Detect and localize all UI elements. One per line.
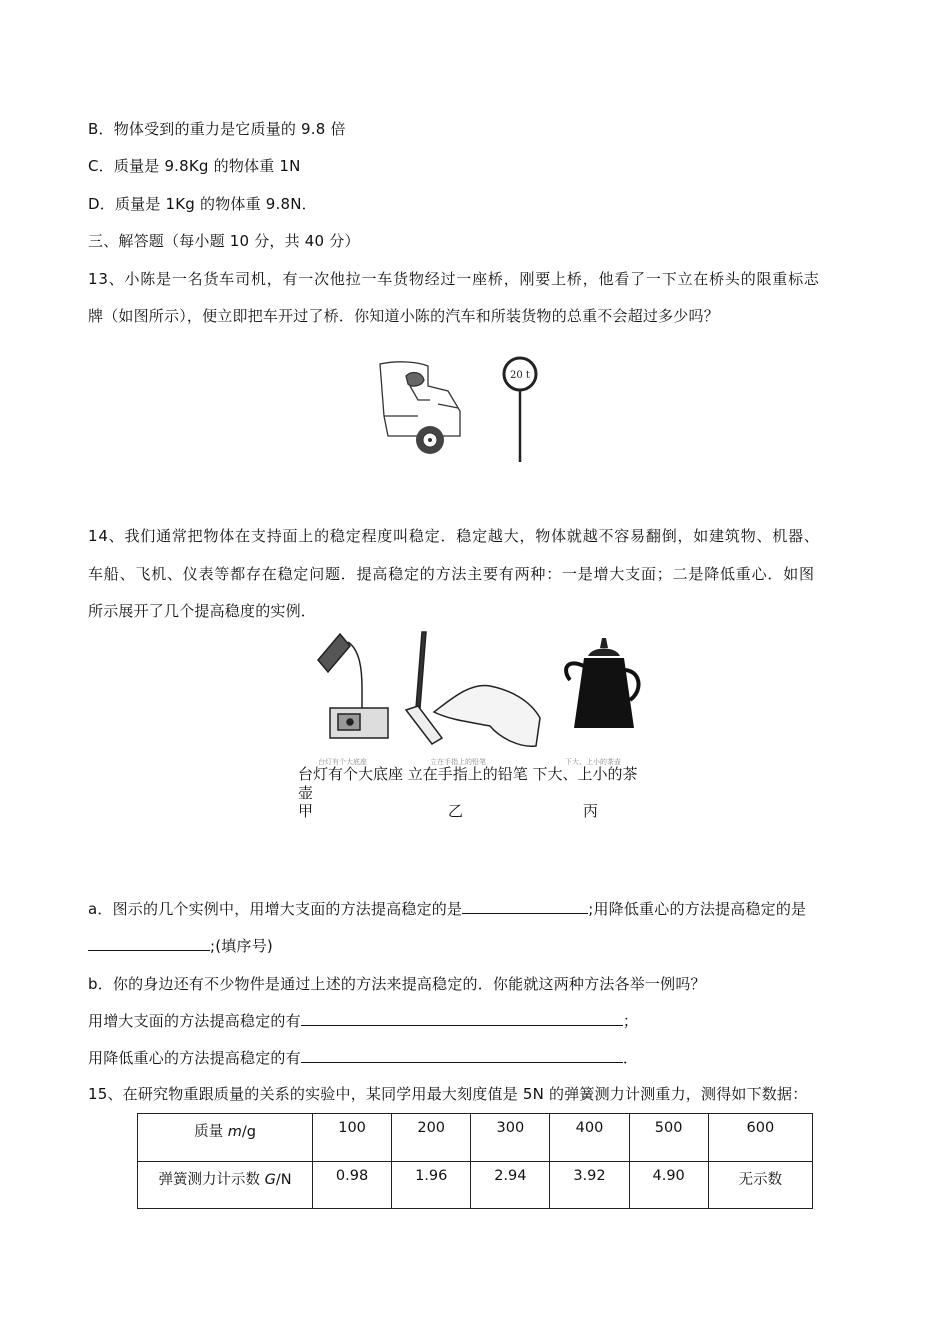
sign-label: 20 t	[510, 370, 530, 381]
figure-14-caption: 台灯有个大底座 立在手指上的铅笔 下大、上小的茶	[298, 765, 638, 783]
truck-and-sign-figure	[378, 356, 538, 466]
part-b-question: b．你的身边还有不少物件是通过上述的方法来提高稳定的．你能就这两种方法各举一例吗？	[88, 975, 706, 993]
part-a-text-3: ;(填序号)	[210, 937, 273, 955]
part-b-end-1: ；	[622, 1012, 639, 1030]
part-a-line-1	[88, 898, 806, 919]
label-bing: 丙	[583, 802, 599, 820]
stability-examples-figure	[300, 630, 650, 760]
question-14-line-1: 14、我们通常把物体在支持面上的稳定程度叫稳定．稳定越大，物体就越不容易翻倒，如建筑物、机器、	[88, 527, 820, 545]
table-row	[138, 1114, 813, 1162]
row-header-mass: 质量 m/g	[138, 1114, 313, 1162]
part-a-text-1: a．图示的几个实例中，用增大支面的方法提高稳定的是	[88, 900, 463, 918]
option-b: B．物体受到的重力是它质量的 9.8 倍	[88, 120, 346, 138]
reading-cell: 4.90	[629, 1161, 708, 1209]
label-yi: 乙	[448, 802, 464, 820]
mass-cell: 500	[629, 1114, 708, 1162]
answer-blank-example-base[interactable]	[301, 1010, 623, 1026]
mass-cell: 100	[313, 1114, 392, 1162]
question-14-line-2: 车船、飞机、仪表等都存在稳定问题．提高稳定的方法主要有两种：一是增大支面；二是降低重心．如图	[88, 565, 815, 583]
desk-lamp-icon	[318, 634, 388, 738]
reading-cell: 3.92	[550, 1161, 629, 1209]
lamp-mini-label: 台灯有个大底座	[318, 758, 367, 766]
mass-cell: 400	[550, 1114, 629, 1162]
table-row	[138, 1161, 813, 1209]
teapot-mini-label: 下大、上小的茶壶	[565, 758, 621, 766]
reading-cell: 0.98	[313, 1161, 392, 1209]
answer-blank-example-center[interactable]	[301, 1047, 623, 1063]
option-d: D．质量是 1Kg 的物体重 9.8N．	[88, 195, 317, 213]
question-14-line-3: 所示展开了几个提高稳度的实例．	[88, 602, 317, 620]
part-b-end-2: ．	[622, 1049, 639, 1067]
part-b-text-2: 用降低重心的方法提高稳定的有	[88, 1049, 301, 1067]
truck-drawing	[380, 362, 460, 436]
mass-cell: 300	[471, 1114, 550, 1162]
part-b-line-1	[88, 1010, 638, 1031]
answer-blank-lower-center[interactable]	[88, 935, 210, 951]
mass-cell: 200	[392, 1114, 471, 1162]
pencil-on-finger-icon	[406, 632, 540, 746]
part-b-text-1: 用增大支面的方法提高稳定的有	[88, 1012, 301, 1030]
part-b-line-2	[88, 1047, 638, 1068]
reading-cell: 无示数	[708, 1161, 812, 1209]
mass-cell: 600	[708, 1114, 812, 1162]
teapot-icon	[566, 638, 638, 728]
part-a-line-2	[88, 935, 273, 956]
question-13-line-2: 牌（如图所示），便立即把车开过了桥．你知道小陈的汽车和所装货物的总重不会超过多少吗？	[88, 307, 719, 325]
wheel-icon	[416, 426, 444, 454]
option-c: C．质量是 9.8Kg 的物体重 1N	[88, 157, 301, 175]
question-15: 15、在研究物重跟质量的关系的实验中，某同学用最大刻度值是 5N 的弹簧测力计测重力，测得如下数据：	[88, 1085, 808, 1103]
mass-weight-table	[137, 1113, 813, 1209]
figure-14-caption-wrap: 壶	[298, 784, 314, 802]
question-13-line-1: 13、小陈是一名货车司机，有一次他拉一车货物经过一座桥，刚要上桥，他看了一下立在桥头的限重标志	[88, 270, 820, 288]
reading-cell: 1.96	[392, 1161, 471, 1209]
row-header-reading: 弹簧测力计示数 G/N	[138, 1161, 313, 1209]
reading-cell: 2.94	[471, 1161, 550, 1209]
pencil-mini-label: 立在手指上的铅笔	[430, 758, 486, 766]
section-heading: 三、解答题（每小题 10 分，共 40 分）	[88, 232, 360, 250]
answer-blank-wider-base[interactable]	[462, 898, 588, 914]
part-a-text-2: ;用降低重心的方法提高稳定的是	[588, 900, 807, 918]
label-jia: 甲	[298, 802, 314, 820]
